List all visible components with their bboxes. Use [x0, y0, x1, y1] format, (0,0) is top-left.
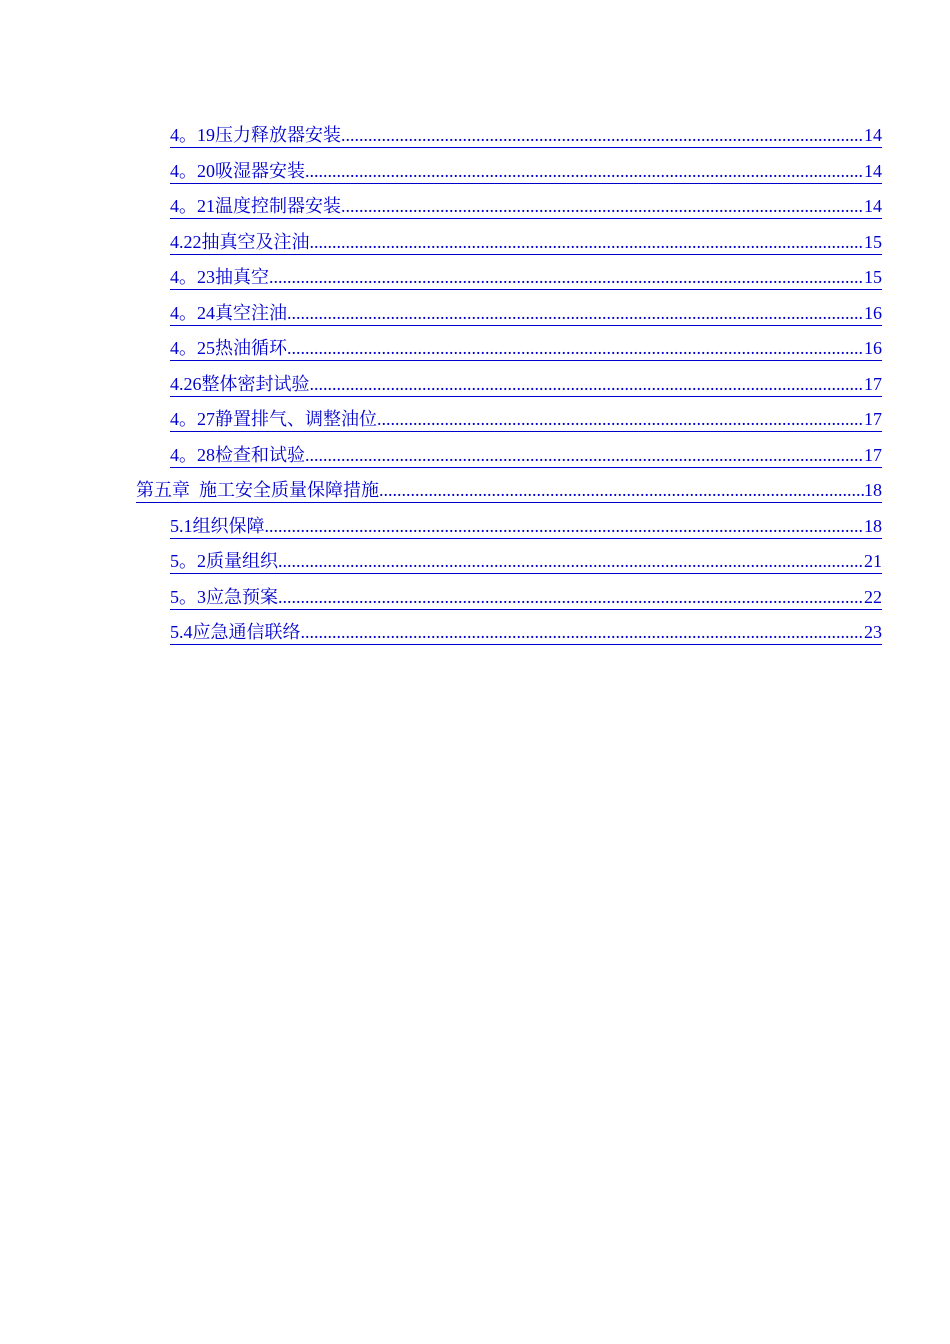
toc-entry-title: 4.26整体密封试验 [170, 373, 310, 394]
toc-entry-title: 5.1组织保障 [170, 515, 265, 536]
toc-leader-dots [278, 586, 864, 608]
toc-entry-page: 15 [864, 231, 882, 252]
toc-leader-dots [310, 231, 865, 253]
toc-entry-title: 4。27静置排气、调整油位 [170, 409, 377, 429]
toc-entry-title: 4。21温度控制器安装 [170, 196, 341, 216]
toc-entry-page: 18 [864, 480, 882, 500]
toc-leader-dots [278, 550, 864, 572]
toc-entry[interactable] [170, 298, 882, 326]
toc-entry[interactable] [170, 511, 882, 539]
toc-entry-page: 17 [864, 444, 882, 465]
toc-entry-title: 4。28检查和试验 [170, 444, 305, 465]
toc-entry[interactable] [170, 617, 882, 645]
toc-entry-page: 14 [864, 196, 882, 216]
toc-entry-title: 4。25热油循环 [170, 338, 287, 358]
toc-entry-page: 23 [864, 622, 882, 642]
toc-entry-title: 4。19压力释放器安装 [170, 125, 341, 145]
toc-leader-dots [287, 337, 864, 359]
toc-entry-title: 4。23抽真空 [170, 267, 269, 287]
toc-entry-title: 4.22抽真空及注油 [170, 231, 310, 252]
toc-entry-page: 17 [864, 373, 882, 394]
toc-leader-dots [377, 408, 864, 430]
toc-entry[interactable] [170, 227, 882, 255]
toc-entry-page: 15 [864, 267, 882, 287]
toc-entry-page: 17 [864, 409, 882, 429]
toc-entry[interactable] [170, 120, 882, 148]
toc-leader-dots [265, 515, 865, 537]
toc-entry-page: 14 [864, 160, 882, 181]
toc-leader-dots [305, 444, 864, 466]
toc-entry-page: 18 [864, 515, 882, 536]
toc-entry-page: 16 [864, 302, 882, 323]
toc-entry[interactable] [170, 546, 882, 574]
toc-entry[interactable] [170, 404, 882, 432]
toc-entry[interactable] [170, 191, 882, 219]
toc-entry[interactable] [170, 582, 882, 610]
toc-entry[interactable] [170, 156, 882, 184]
toc-leader-dots [287, 302, 864, 324]
toc-entry-title: 第五章 施工安全质量保障措施 [136, 480, 379, 500]
toc-entry-page: 21 [864, 551, 882, 571]
toc-entry[interactable] [170, 333, 882, 361]
toc-leader-dots [379, 479, 864, 501]
toc-leader-dots [301, 621, 865, 643]
toc-entry-title: 4。24真空注油 [170, 302, 287, 323]
toc-entry-title: 4。20吸湿器安装 [170, 160, 305, 181]
toc-leader-dots [310, 373, 865, 395]
toc-leader-dots [305, 160, 864, 182]
toc-entry-title: 5。3应急预案 [170, 586, 278, 607]
toc-leader-dots [341, 124, 864, 146]
toc-entry-title: 5.4应急通信联络 [170, 622, 301, 642]
toc-entry-page: 14 [864, 125, 882, 145]
toc-entry[interactable] [170, 440, 882, 468]
toc-chapter-entry[interactable] [136, 475, 882, 503]
toc-leader-dots [269, 266, 864, 288]
toc-entry-title: 5。2质量组织 [170, 551, 278, 571]
toc-entry[interactable] [170, 262, 882, 290]
toc-entry-page: 22 [864, 586, 882, 607]
toc-entry[interactable] [170, 369, 882, 397]
toc-entry-page: 16 [864, 338, 882, 358]
toc-leader-dots [341, 195, 864, 217]
